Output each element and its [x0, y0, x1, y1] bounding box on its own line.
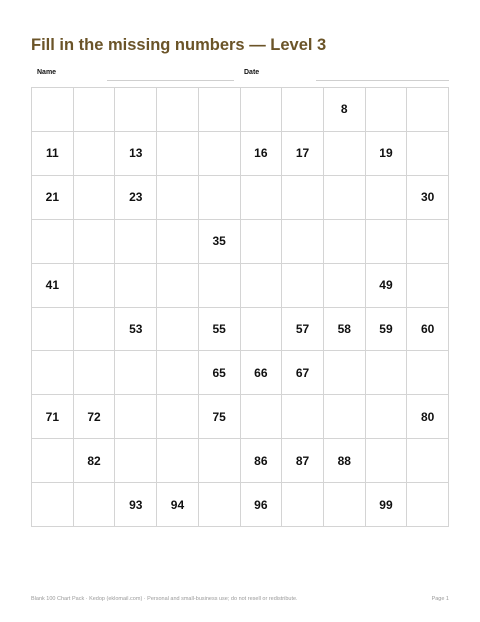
grid-cell-number: 41	[32, 264, 74, 308]
grid-cell-blank	[115, 395, 157, 439]
grid-cell-number: 93	[115, 483, 157, 527]
grid-cell-number: 67	[282, 351, 324, 395]
grid-cell-blank	[282, 483, 324, 527]
grid-cell-blank	[74, 132, 116, 176]
grid-cell-blank	[157, 351, 199, 395]
grid-cell-blank	[407, 439, 449, 483]
grid-cell-number: 99	[366, 483, 408, 527]
grid-cell-blank	[366, 395, 408, 439]
grid-cell-blank	[407, 88, 449, 132]
grid-cell-number: 17	[282, 132, 324, 176]
grid-cell-blank	[241, 88, 283, 132]
grid-cell-blank	[324, 220, 366, 264]
grid-cell-blank	[115, 264, 157, 308]
grid-cell-number: 75	[199, 395, 241, 439]
grid-cell-number: 86	[241, 439, 283, 483]
worksheet-title: Fill in the missing numbers — Level 3	[31, 36, 327, 54]
grid-cell-number: 60	[407, 308, 449, 352]
grid-cell-blank	[199, 88, 241, 132]
grid-cell-blank	[74, 88, 116, 132]
grid-cell-blank	[74, 483, 116, 527]
grid-cell-number: 23	[115, 176, 157, 220]
hundred-chart-grid	[31, 87, 449, 527]
grid-cell-blank	[282, 264, 324, 308]
grid-cell-blank	[157, 88, 199, 132]
grid-cell-blank	[241, 264, 283, 308]
grid-cell-number: 53	[115, 308, 157, 352]
grid-cell-blank	[282, 88, 324, 132]
grid-cell-blank	[74, 351, 116, 395]
grid-cell-blank	[324, 395, 366, 439]
grid-cell-number: 49	[366, 264, 408, 308]
grid-cell-blank	[157, 308, 199, 352]
name-label: Name	[37, 69, 57, 76]
grid-cell-blank	[324, 483, 366, 527]
date-label: Date	[244, 69, 260, 76]
grid-cell-number: 66	[241, 351, 283, 395]
grid-cell-blank	[282, 395, 324, 439]
grid-cell-blank	[241, 308, 283, 352]
grid-cell-number: 13	[115, 132, 157, 176]
grid-cell-blank	[157, 395, 199, 439]
grid-cell-blank	[74, 308, 116, 352]
grid-cell-blank	[199, 483, 241, 527]
footer-credit: Blank 100 Chart Pack · Kedop (eklomail.com) · Personal and small-business use; do not resell or redistribute.	[31, 596, 298, 602]
grid-cell-blank	[74, 264, 116, 308]
grid-cell-blank	[32, 483, 74, 527]
grid-cell-blank	[324, 351, 366, 395]
grid-cell-blank	[324, 176, 366, 220]
grid-cell-blank	[115, 439, 157, 483]
grid-cell-number: 11	[32, 132, 74, 176]
grid-cell-number: 8	[324, 88, 366, 132]
grid-cell-blank	[32, 351, 74, 395]
grid-cell-blank	[32, 439, 74, 483]
grid-cell-blank	[115, 220, 157, 264]
grid-cell-blank	[199, 176, 241, 220]
grid-cell-number: 80	[407, 395, 449, 439]
grid-cell-blank	[199, 439, 241, 483]
grid-cell-blank	[74, 220, 116, 264]
grid-cell-blank	[366, 351, 408, 395]
grid-cell-blank	[366, 88, 408, 132]
grid-cell-number: 57	[282, 308, 324, 352]
grid-cell-blank	[157, 264, 199, 308]
grid-cell-blank	[407, 351, 449, 395]
grid-cell-blank	[366, 439, 408, 483]
grid-cell-blank	[366, 220, 408, 264]
grid-cell-blank	[32, 88, 74, 132]
name-field-line	[107, 80, 234, 81]
grid-cell-blank	[241, 395, 283, 439]
grid-cell-number: 58	[324, 308, 366, 352]
grid-cell-number: 59	[366, 308, 408, 352]
grid-cell-number: 87	[282, 439, 324, 483]
grid-cell-number: 55	[199, 308, 241, 352]
grid-cell-number: 82	[74, 439, 116, 483]
grid-cell-number: 21	[32, 176, 74, 220]
grid-cell-blank	[157, 132, 199, 176]
grid-cell-number: 30	[407, 176, 449, 220]
grid-cell-blank	[199, 264, 241, 308]
grid-cell-blank	[407, 220, 449, 264]
grid-cell-number: 72	[74, 395, 116, 439]
grid-cell-blank	[282, 220, 324, 264]
grid-cell-blank	[282, 176, 324, 220]
grid-cell-number: 16	[241, 132, 283, 176]
grid-cell-blank	[32, 220, 74, 264]
grid-cell-blank	[241, 176, 283, 220]
page-number: Page 1	[431, 596, 449, 602]
grid-cell-blank	[324, 132, 366, 176]
grid-cell-blank	[115, 88, 157, 132]
grid-cell-number: 65	[199, 351, 241, 395]
grid-cell-blank	[241, 220, 283, 264]
grid-cell-number: 35	[199, 220, 241, 264]
grid-cell-blank	[199, 132, 241, 176]
grid-cell-blank	[407, 132, 449, 176]
grid-cell-blank	[407, 483, 449, 527]
grid-cell-blank	[115, 351, 157, 395]
grid-cell-number: 94	[157, 483, 199, 527]
grid-cell-number: 19	[366, 132, 408, 176]
grid-cell-blank	[74, 176, 116, 220]
grid-cell-blank	[157, 176, 199, 220]
grid-cell-blank	[157, 220, 199, 264]
grid-cell-number: 88	[324, 439, 366, 483]
grid-cell-blank	[324, 264, 366, 308]
grid-cell-blank	[366, 176, 408, 220]
grid-cell-number: 71	[32, 395, 74, 439]
grid-cell-number: 96	[241, 483, 283, 527]
grid-cell-blank	[32, 308, 74, 352]
grid-cell-blank	[157, 439, 199, 483]
grid-cell-blank	[407, 264, 449, 308]
date-field-line	[316, 80, 449, 81]
